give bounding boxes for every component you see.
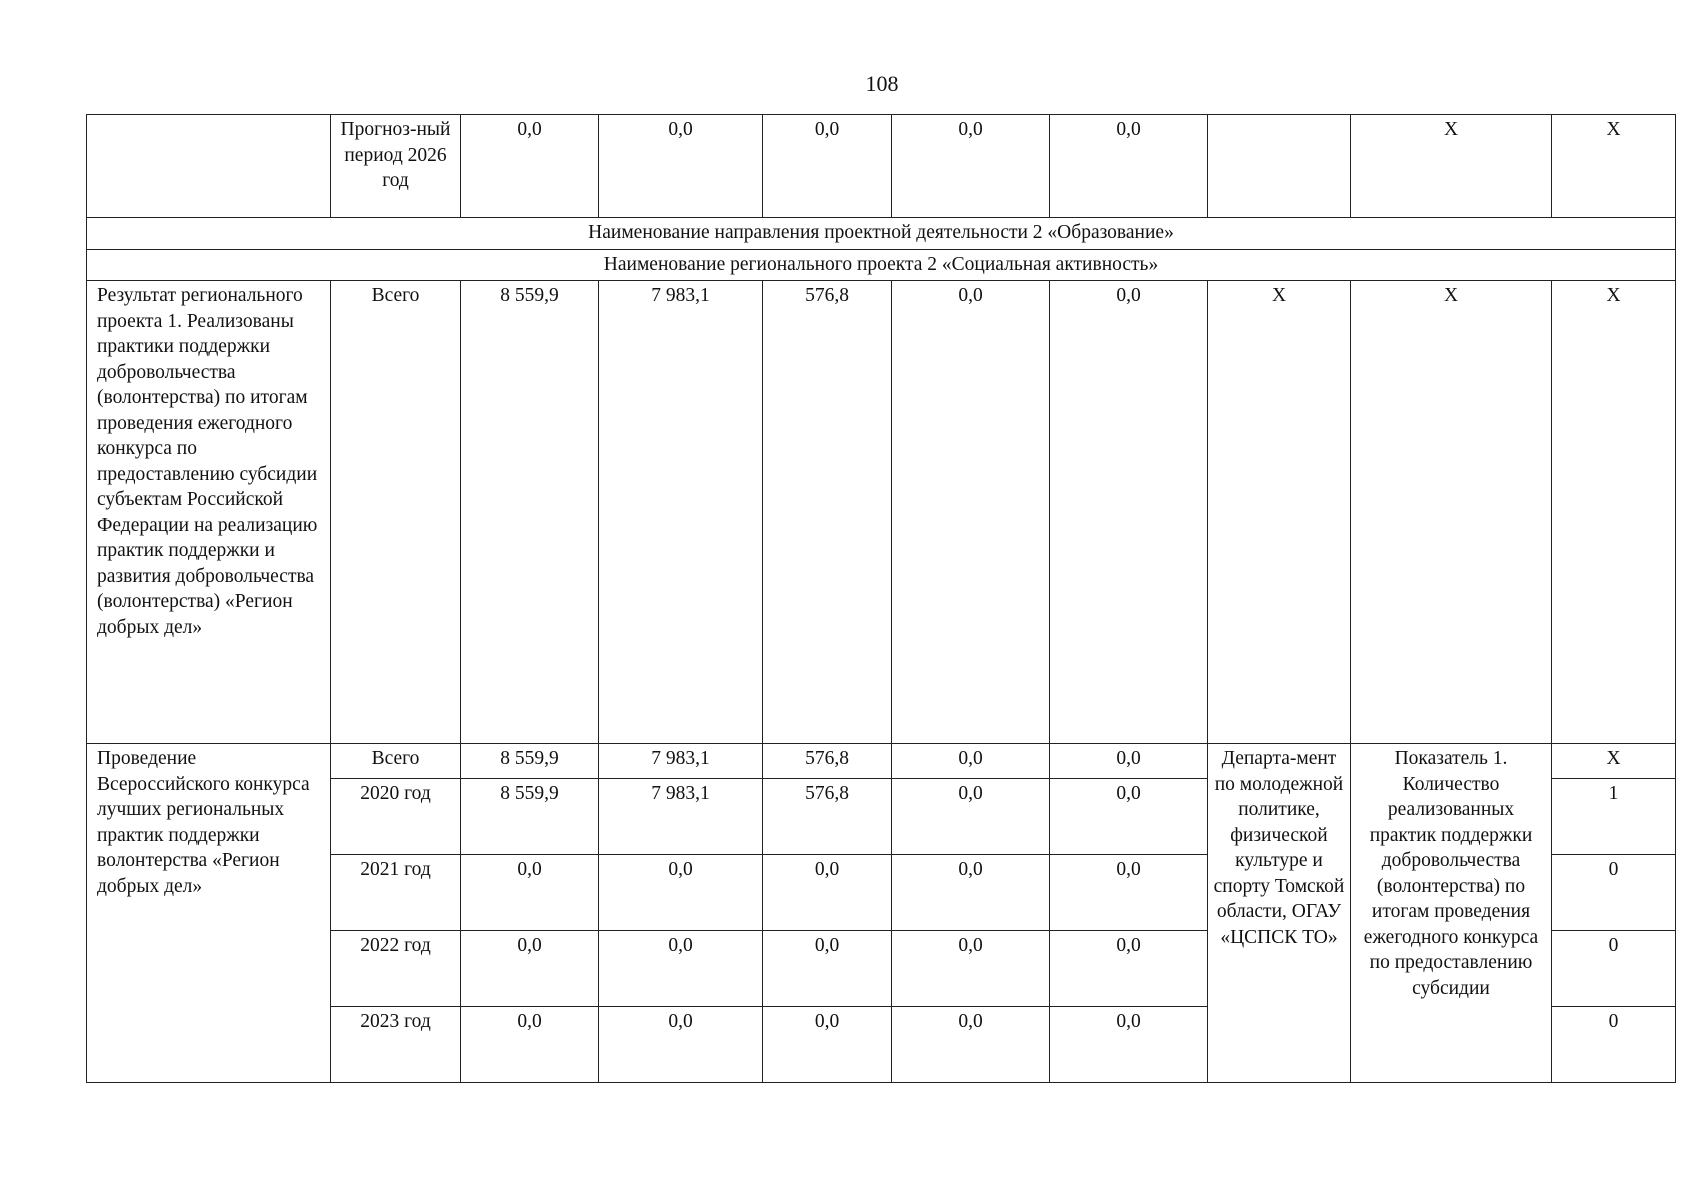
period-cell: 2021 год (331, 855, 461, 931)
period-cell: Прогноз-ный период 2026 год (331, 115, 461, 218)
target-value-cell: 0 (1552, 1007, 1676, 1083)
total-funding-cell: 0,0 (461, 1007, 599, 1083)
local-budget-cell: 0,0 (892, 855, 1050, 931)
executor-cell (1208, 115, 1351, 218)
target-value-cell: 0 (1552, 931, 1676, 1007)
target-value-cell: X (1552, 281, 1676, 744)
local-budget-cell: 0,0 (892, 115, 1050, 218)
federal-budget-cell: 0,0 (599, 1007, 763, 1083)
target-value-cell: X (1552, 115, 1676, 218)
total-funding-cell: 8 559,9 (461, 779, 599, 855)
local-budget-cell: 0,0 (892, 744, 1050, 779)
executor-cell: X (1208, 281, 1351, 744)
event-name-cell: Проведение Всероссийского конкурса лучших региональных практик поддержки волонтерства «Регион добрых дел» (87, 744, 331, 1083)
section-row-project (87, 249, 1676, 281)
federal-budget-cell: 7 983,1 (599, 281, 763, 744)
target-value-cell: X (1552, 744, 1676, 779)
regional-budget-cell: 576,8 (763, 281, 892, 744)
other-sources-cell: 0,0 (1050, 744, 1208, 779)
period-cell: 2022 год (331, 931, 461, 1007)
table-row-result (87, 281, 1676, 744)
other-sources-cell: 0,0 (1050, 1007, 1208, 1083)
section-heading-project: Наименование регионального проекта 2 «Социальная активность» (87, 249, 1676, 281)
total-funding-cell: 0,0 (461, 931, 599, 1007)
federal-budget-cell: 0,0 (599, 855, 763, 931)
regional-budget-cell: 576,8 (763, 779, 892, 855)
other-sources-cell: 0,0 (1050, 855, 1208, 931)
total-funding-cell: 8 559,9 (461, 744, 599, 779)
local-budget-cell: 0,0 (892, 779, 1050, 855)
financing-table (86, 114, 1676, 1083)
local-budget-cell: 0,0 (892, 931, 1050, 1007)
other-sources-cell: 0,0 (1050, 931, 1208, 1007)
period-cell: 2020 год (331, 779, 461, 855)
indicator-cell: X (1351, 281, 1552, 744)
regional-budget-cell: 0,0 (763, 855, 892, 931)
other-sources-cell: 0,0 (1050, 281, 1208, 744)
target-value-cell: 0 (1552, 855, 1676, 931)
regional-budget-cell: 576,8 (763, 744, 892, 779)
federal-budget-cell: 0,0 (599, 115, 763, 218)
regional-budget-cell: 0,0 (763, 115, 892, 218)
indicator-cell: X (1351, 115, 1552, 218)
local-budget-cell: 0,0 (892, 1007, 1050, 1083)
table-row-event-total (87, 744, 1676, 779)
period-cell: Всего (331, 281, 461, 744)
target-value-cell: 1 (1552, 779, 1676, 855)
regional-budget-cell: 0,0 (763, 1007, 892, 1083)
event-name-cell (87, 115, 331, 218)
other-sources-cell: 0,0 (1050, 115, 1208, 218)
period-cell: 2023 год (331, 1007, 461, 1083)
period-cell: Всего (331, 744, 461, 779)
section-heading-direction: Наименование направления проектной деятельности 2 «Образование» (87, 218, 1676, 250)
page-number: 108 (865, 71, 899, 96)
other-sources-cell: 0,0 (1050, 779, 1208, 855)
section-row-direction (87, 218, 1676, 250)
regional-budget-cell: 0,0 (763, 931, 892, 1007)
total-funding-cell: 0,0 (461, 855, 599, 931)
federal-budget-cell: 7 983,1 (599, 744, 763, 779)
total-funding-cell: 8 559,9 (461, 281, 599, 744)
federal-budget-cell: 0,0 (599, 931, 763, 1007)
table-row-forecast (87, 115, 1676, 218)
federal-budget-cell: 7 983,1 (599, 779, 763, 855)
result-name-cell: Результат регионального проекта 1. Реализованы практики поддержки добровольчества (волонтерства) по итогам проведения ежегодного конкурса по предоставлению субсидии субъектам Российской Федерации на реализацию практик поддержки и развития добровольчества (волонтерства) «Регион добрых дел» (87, 281, 331, 744)
indicator-cell: Показатель 1. Количество реализованных практик поддержки добровольчества (волонтерства) по итогам проведения ежегодного конкурса по предоставлению субсидии (1351, 744, 1552, 1083)
total-funding-cell: 0,0 (461, 115, 599, 218)
local-budget-cell: 0,0 (892, 281, 1050, 744)
executor-cell: Департа-мент по молодежной политике, физической культуре и спорту Томской области, ОГАУ «ЦСПСК ТО» (1208, 744, 1351, 1083)
